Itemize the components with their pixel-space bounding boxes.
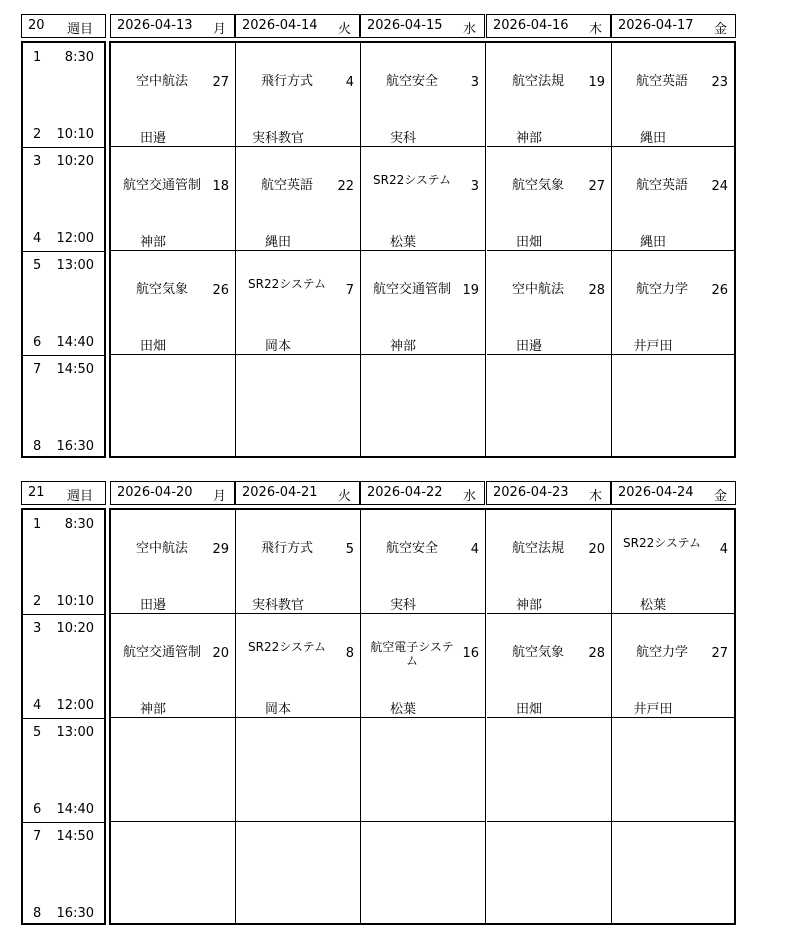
period-number: 5 [33, 725, 42, 740]
period-number: 2 [33, 594, 42, 609]
teacher-name: 田邉 [515, 339, 542, 354]
lesson-count: 26 [212, 283, 229, 298]
day-weekday: 月 [212, 489, 226, 504]
subject-name: 航空安全 [385, 74, 438, 89]
period-end-time: 14:40 [56, 335, 94, 350]
day-weekday: 水 [462, 22, 476, 37]
class-cell[interactable] [487, 614, 612, 718]
lesson-count: 27 [212, 75, 229, 90]
teacher-name: 実科 [389, 598, 416, 613]
lesson-count: 3 [470, 179, 479, 194]
subject-name: 航空気象 [511, 645, 564, 660]
period-number: 5 [33, 258, 42, 273]
week-number: 21 [28, 485, 45, 500]
period-slot [23, 147, 104, 252]
period-column [21, 41, 106, 458]
subject-name: 航空法規 [511, 74, 564, 89]
class-cell[interactable] [487, 355, 612, 456]
period-end-time: 16:30 [56, 906, 94, 921]
day-weekday: 木 [588, 489, 602, 504]
day-header [110, 481, 235, 505]
day-weekday: 水 [462, 489, 476, 504]
teacher-name: 神部 [389, 339, 416, 354]
day-header [235, 481, 360, 505]
teacher-name: 田畑 [515, 235, 542, 250]
period-number: 4 [33, 231, 42, 246]
period-slot [23, 822, 104, 923]
subject-name: 航空英語 [635, 74, 688, 89]
period-end-time: 12:00 [56, 698, 94, 713]
lesson-count: 4 [719, 542, 728, 557]
lesson-count: 23 [711, 75, 728, 90]
day-date: 2026-04-22 [367, 485, 443, 500]
lesson-count: 16 [462, 646, 479, 661]
period-start-time: 10:20 [56, 621, 94, 636]
lesson-count: 18 [212, 179, 229, 194]
subject-name: 航空気象 [511, 178, 564, 193]
class-cell[interactable] [612, 43, 734, 147]
period-start-time: 8:30 [64, 517, 94, 532]
subject-name: 航空交通管制 [122, 178, 201, 193]
period-number: 7 [33, 829, 42, 844]
subject-name: 航空力学 [635, 645, 688, 660]
class-cell[interactable] [111, 822, 236, 923]
subject-name: 航空電子システム [370, 640, 454, 668]
teacher-name: 岡本 [264, 339, 291, 354]
day-weekday: 木 [588, 22, 602, 37]
subject-name: 航空法規 [511, 541, 564, 556]
lesson-count: 5 [345, 542, 354, 557]
period-start-time: 14:50 [56, 829, 94, 844]
class-cell[interactable] [612, 510, 734, 614]
subject-name: 空中航法 [135, 541, 188, 556]
lesson-count: 7 [345, 283, 354, 298]
day-date: 2026-04-16 [493, 18, 569, 33]
day-header [486, 14, 611, 38]
period-slot [23, 251, 104, 356]
lesson-count: 19 [588, 75, 605, 90]
subject-name: 航空英語 [260, 178, 313, 193]
period-slot [23, 43, 104, 148]
class-cell[interactable] [111, 147, 236, 251]
lesson-count: 27 [711, 646, 728, 661]
class-cell[interactable] [612, 355, 734, 456]
teacher-name: 田畑 [515, 702, 542, 717]
subject-name: 航空英語 [635, 178, 688, 193]
class-cell[interactable] [487, 251, 612, 355]
period-number: 3 [33, 154, 42, 169]
teacher-name: 松葉 [639, 598, 666, 613]
lesson-count: 8 [345, 646, 354, 661]
teacher-name: 縄田 [639, 235, 666, 250]
period-number: 6 [33, 802, 42, 817]
teacher-name: 松葉 [389, 235, 416, 250]
class-cell[interactable] [612, 251, 734, 355]
lesson-count: 29 [212, 542, 229, 557]
class-cell[interactable] [361, 251, 486, 355]
period-start-time: 10:20 [56, 154, 94, 169]
teacher-name: 神部 [515, 131, 542, 146]
class-cell[interactable] [487, 510, 612, 614]
lesson-count: 20 [212, 646, 229, 661]
period-start-time: 8:30 [64, 50, 94, 65]
day-date: 2026-04-23 [493, 485, 569, 500]
period-start-time: 13:00 [56, 725, 94, 740]
class-cell[interactable] [361, 355, 486, 456]
class-cell[interactable] [111, 510, 236, 614]
lesson-count: 20 [588, 542, 605, 557]
lesson-count: 26 [711, 283, 728, 298]
lesson-count: 4 [345, 75, 354, 90]
lesson-count: 4 [470, 542, 479, 557]
week-number: 20 [28, 18, 45, 33]
class-cell[interactable] [612, 822, 734, 923]
day-date: 2026-04-24 [618, 485, 694, 500]
class-cell[interactable] [361, 147, 486, 251]
subject-name: SR22システム [372, 173, 452, 187]
class-cell[interactable] [236, 822, 361, 923]
period-end-time: 16:30 [56, 439, 94, 454]
day-header [611, 481, 736, 505]
class-cell[interactable] [111, 718, 236, 822]
day-weekday: 火 [337, 489, 351, 504]
period-number: 1 [33, 50, 42, 65]
lesson-count: 24 [711, 179, 728, 194]
class-cell[interactable] [236, 147, 361, 251]
class-cell[interactable] [612, 614, 734, 718]
class-cell[interactable] [612, 718, 734, 822]
teacher-name: 田畑 [139, 339, 166, 354]
lesson-count: 22 [337, 179, 354, 194]
teacher-name: 実科教官 [251, 131, 304, 146]
class-cell[interactable] [236, 718, 361, 822]
period-end-time: 10:10 [56, 127, 94, 142]
class-cell[interactable] [487, 822, 612, 923]
class-cell[interactable] [361, 822, 486, 923]
teacher-name: 神部 [515, 598, 542, 613]
teacher-name: 井戸田 [633, 702, 673, 717]
period-start-time: 14:50 [56, 362, 94, 377]
period-number: 8 [33, 439, 42, 454]
subject-name: SR22システム [247, 277, 327, 291]
period-slot [23, 614, 104, 719]
class-cell[interactable] [487, 718, 612, 822]
class-cell[interactable] [361, 614, 486, 718]
class-cell[interactable] [236, 43, 361, 147]
class-cell[interactable] [361, 718, 486, 822]
period-number: 2 [33, 127, 42, 142]
class-cell[interactable] [361, 43, 486, 147]
class-cell[interactable] [111, 355, 236, 456]
teacher-name: 田邉 [139, 131, 166, 146]
class-cell[interactable] [111, 251, 236, 355]
period-slot [23, 718, 104, 823]
teacher-name: 縄田 [264, 235, 291, 250]
week-label: 週目 [66, 489, 93, 504]
teacher-name: 岡本 [264, 702, 291, 717]
subject-name: 航空交通管制 [122, 645, 201, 660]
day-date: 2026-04-14 [242, 18, 318, 33]
day-header [360, 14, 485, 38]
week-header [21, 14, 106, 38]
week-label: 週目 [66, 22, 93, 37]
day-weekday: 火 [337, 22, 351, 37]
period-number: 4 [33, 698, 42, 713]
class-cell[interactable] [236, 614, 361, 718]
teacher-name: 井戸田 [633, 339, 673, 354]
lesson-count: 28 [588, 283, 605, 298]
day-date: 2026-04-13 [117, 18, 193, 33]
class-cell[interactable] [111, 614, 236, 718]
subject-name: 航空交通管制 [372, 282, 451, 297]
teacher-name: 神部 [139, 702, 166, 717]
lesson-count: 27 [588, 179, 605, 194]
lesson-count: 19 [462, 283, 479, 298]
day-date: 2026-04-21 [242, 485, 318, 500]
day-weekday: 金 [713, 22, 727, 37]
schedule-grid [109, 508, 736, 925]
day-weekday: 月 [212, 22, 226, 37]
day-date: 2026-04-15 [367, 18, 443, 33]
day-date: 2026-04-20 [117, 485, 193, 500]
teacher-name: 実科教官 [251, 598, 304, 613]
schedule-grid [109, 41, 736, 458]
day-header [235, 14, 360, 38]
period-number: 6 [33, 335, 42, 350]
class-cell[interactable] [612, 147, 734, 251]
period-end-time: 14:40 [56, 802, 94, 817]
subject-name: SR22システム [622, 536, 702, 550]
subject-name: 空中航法 [135, 74, 188, 89]
period-end-time: 10:10 [56, 594, 94, 609]
day-header [611, 14, 736, 38]
period-start-time: 13:00 [56, 258, 94, 273]
teacher-name: 縄田 [639, 131, 666, 146]
day-weekday: 金 [713, 489, 727, 504]
lesson-count: 28 [588, 646, 605, 661]
period-column [21, 508, 106, 925]
period-number: 3 [33, 621, 42, 636]
lesson-count: 3 [470, 75, 479, 90]
period-number: 8 [33, 906, 42, 921]
period-end-time: 12:00 [56, 231, 94, 246]
period-number: 7 [33, 362, 42, 377]
teacher-name: 田邉 [139, 598, 166, 613]
day-header [110, 14, 235, 38]
day-date: 2026-04-17 [618, 18, 694, 33]
class-cell[interactable] [236, 355, 361, 456]
class-cell[interactable] [236, 251, 361, 355]
subject-name: 飛行方式 [260, 541, 313, 556]
period-slot [23, 510, 104, 615]
subject-name: 飛行方式 [260, 74, 313, 89]
class-cell[interactable] [487, 147, 612, 251]
teacher-name: 実科 [389, 131, 416, 146]
class-cell[interactable] [487, 43, 612, 147]
week-header [21, 481, 106, 505]
class-cell[interactable] [236, 510, 361, 614]
subject-name: 航空力学 [635, 282, 688, 297]
class-cell[interactable] [111, 43, 236, 147]
class-cell[interactable] [361, 510, 486, 614]
day-header [360, 481, 485, 505]
subject-name: 航空気象 [135, 282, 188, 297]
teacher-name: 神部 [139, 235, 166, 250]
subject-name: SR22システム [247, 640, 327, 654]
day-header [486, 481, 611, 505]
period-number: 1 [33, 517, 42, 532]
period-slot [23, 355, 104, 456]
teacher-name: 松葉 [389, 702, 416, 717]
subject-name: 空中航法 [511, 282, 564, 297]
subject-name: 航空安全 [385, 541, 438, 556]
